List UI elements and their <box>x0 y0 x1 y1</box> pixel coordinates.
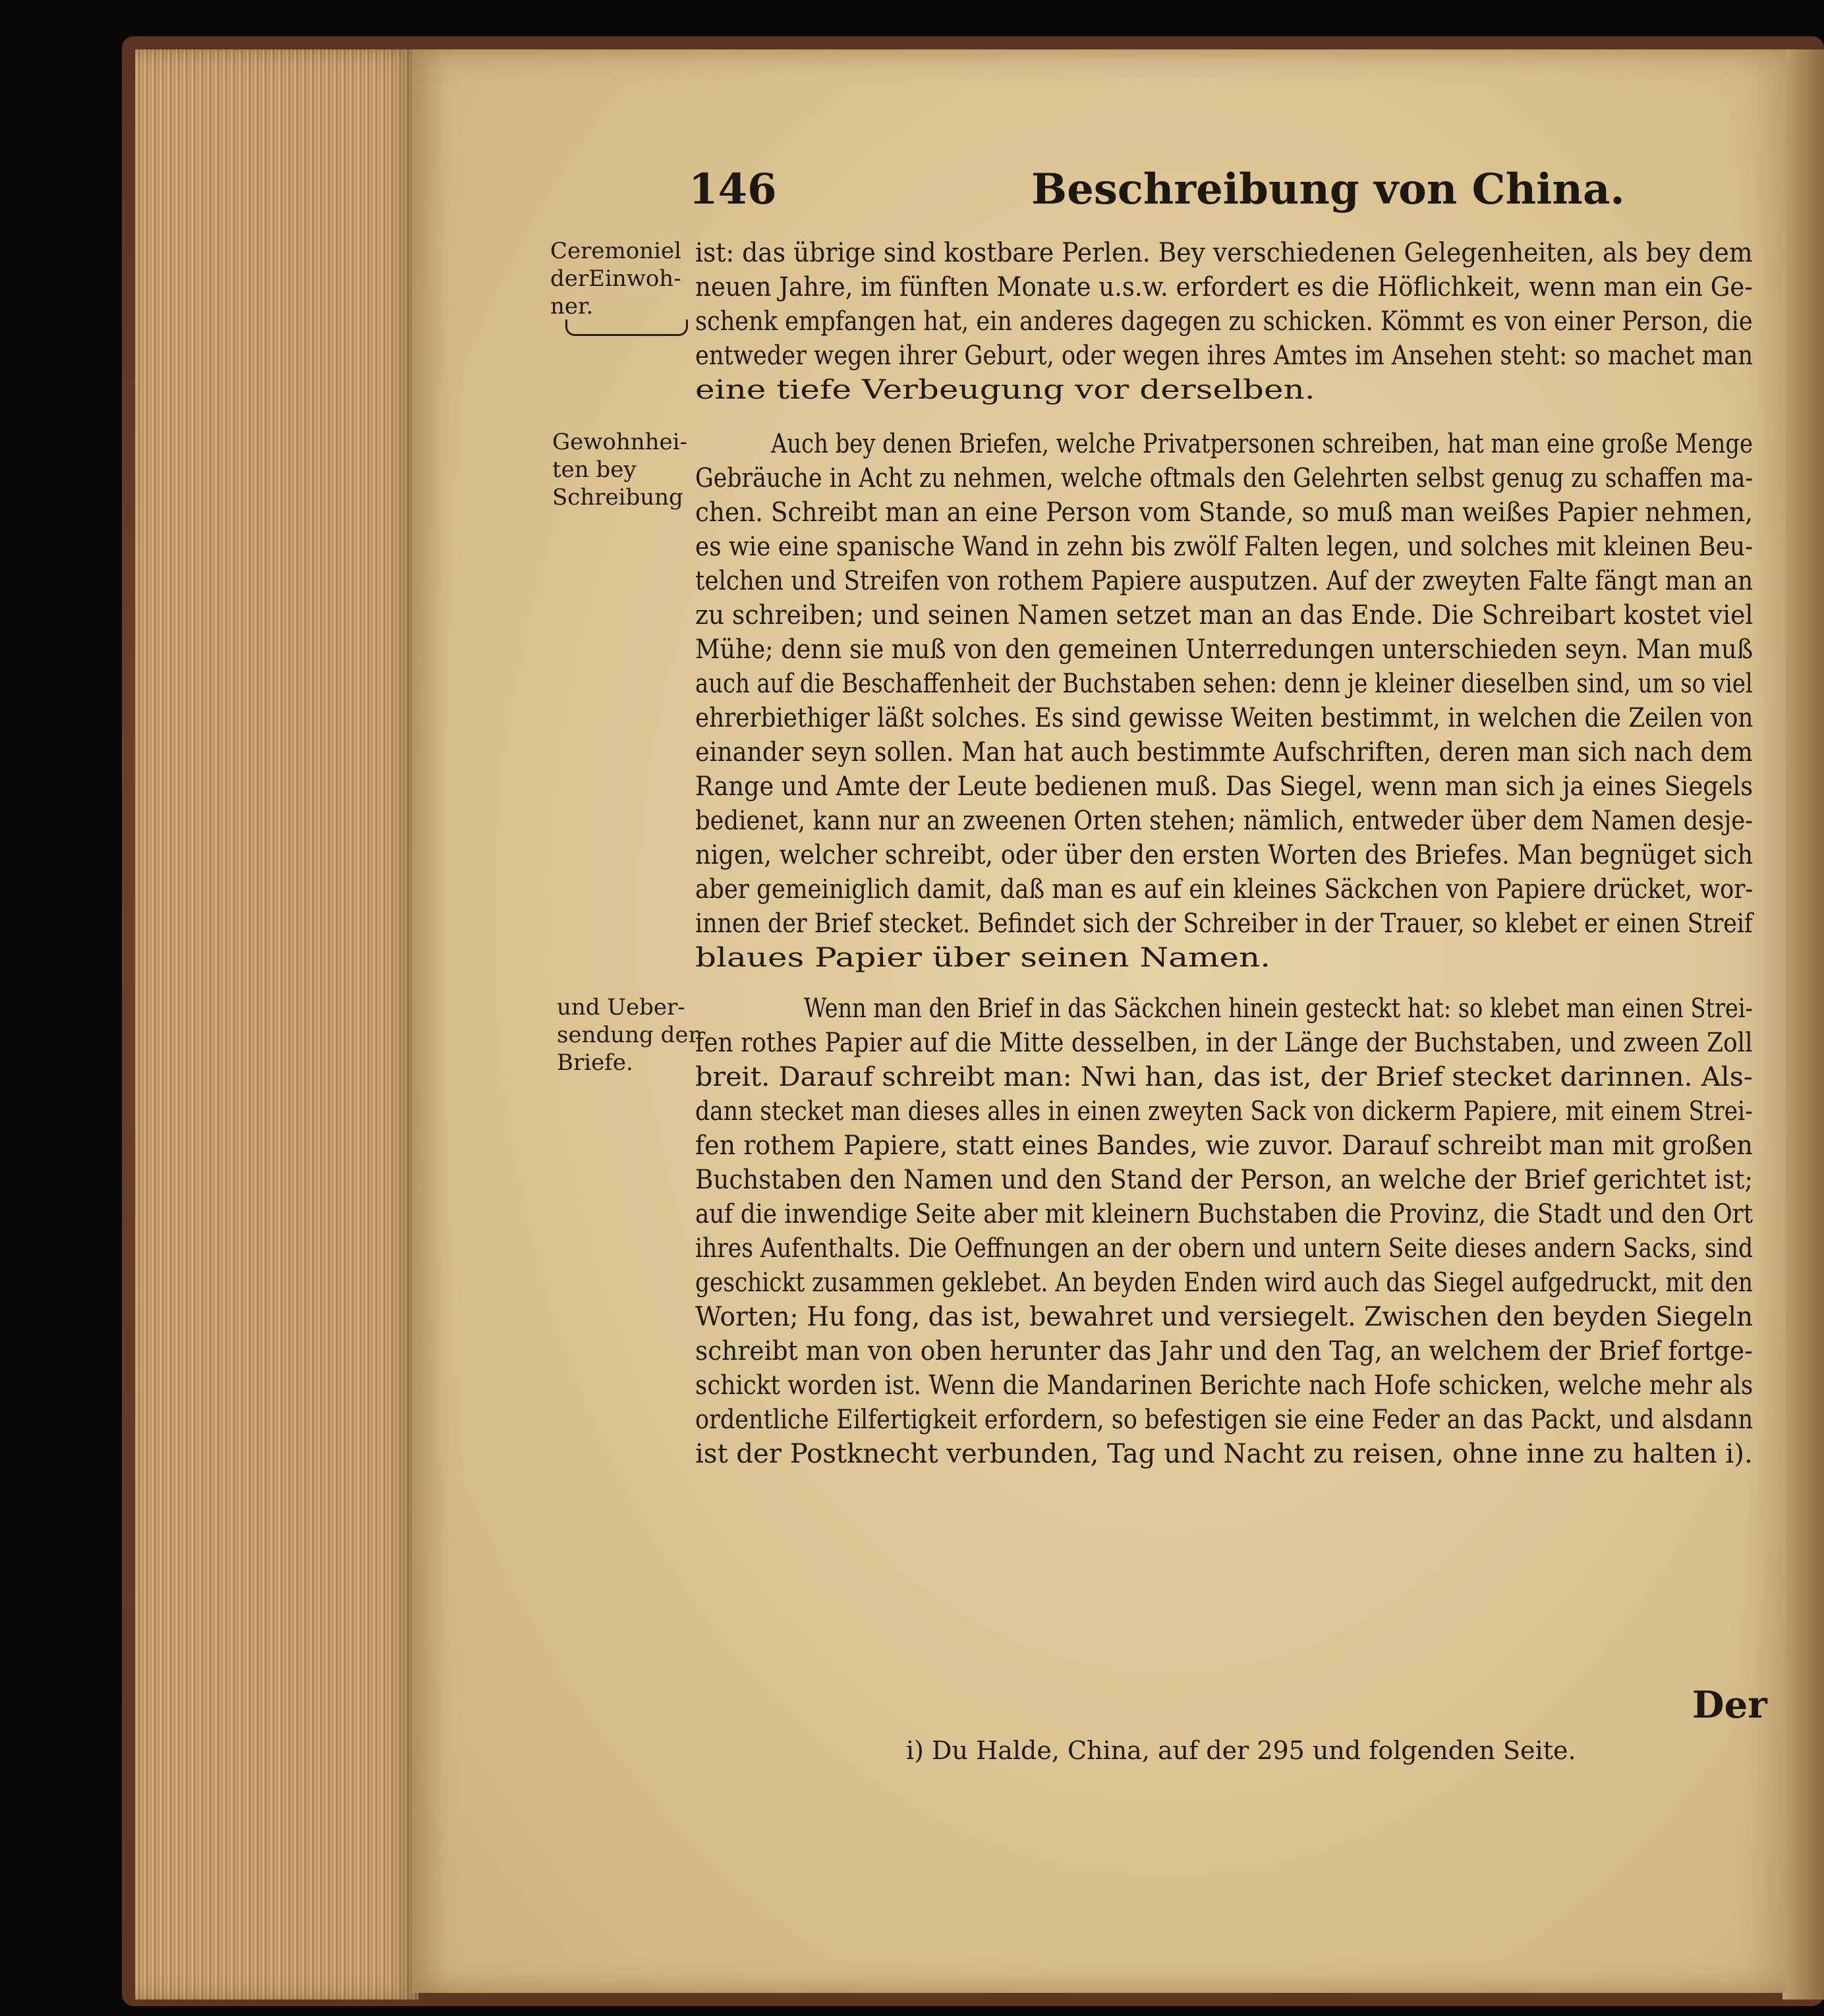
text-line: nigen, welcher schreibt, oder über den ersten Worten des Briefes. Man begnüget sich <box>695 840 1753 870</box>
text-line: bedienet, kann nur an zweenen Orten stehen; nämlich, entweder über dem Namen desje- <box>695 806 1753 836</box>
text-line: geschickt zusammen geklebet. An beyden Enden wird auch das Siegel aufgedruckt, mit den <box>695 1268 1753 1298</box>
margin-brace <box>565 320 688 336</box>
text-line: Auch bey denen Briefen, welche Privatpersonen schreiben, hat man eine große Menge <box>771 429 1753 459</box>
text-line: ehrerbiethiger läßt solches. Es sind gewisse Weiten bestimmt, in welchen die Zeilen von <box>695 703 1753 733</box>
margin-note-uebersendung: und Ueber- sendung der Briefe. <box>557 994 699 1076</box>
margin-note-ceremoniel: Ceremoniel derEinwoh- ner. <box>550 238 681 320</box>
running-title: Beschreibung von China. <box>1031 165 1625 214</box>
text-line: ist: das übrige sind kostbare Perlen. Bey verschiedenen Gelegenheiten, als bey dem <box>695 238 1753 268</box>
text-line: fen rothem Papiere, statt eines Bandes, wie zuvor. Darauf schreibt man mit großen <box>695 1131 1753 1161</box>
text-line: entweder wegen ihrer Geburt, oder wegen ihres Amtes im Ansehen steht: so machet man <box>695 341 1753 371</box>
text-line: innen der Brief stecket. Befindet sich der Schreiber in der Trauer, so klebet er einen Streif <box>695 909 1753 939</box>
margin-note-gewohnheiten: Gewohnhei- ten bey Schreibung <box>552 429 688 511</box>
text-line: aber gemeiniglich damit, daß man es auf ein kleines Säckchen von Papiere drücket, wor- <box>695 874 1753 905</box>
text-line: telchen und Streifen von rothem Papiere ausputzen. Auf der zweyten Falte fängt man an <box>695 566 1753 596</box>
text-line: neuen Jahre, im fünften Monate u.s.w. erfordert es die Höflichkeit, wenn man ein Ge- <box>695 272 1753 302</box>
text-line: ordentliche Eilfertigkeit erfordern, so befestigen sie eine Feder an das Packt, und alsdann <box>695 1405 1753 1435</box>
text-line: schreibt man von oben herunter das Jahr und den Tag, an welchem der Brief fortge- <box>695 1336 1753 1366</box>
right-page-edge <box>1782 49 1824 2000</box>
text-line: fen rothes Papier auf die Mitte desselben, in der Länge der Buchstaben, und zween Zoll <box>695 1028 1753 1058</box>
text-line: auf die inwendige Seite aber mit kleinern Buchstaben die Provinz, die Stadt und den Ort <box>695 1199 1753 1229</box>
text-line: chen. Schreibt man an eine Person vom Stande, so muß man weißes Papier nehmen, <box>695 497 1753 528</box>
text-line: Wenn man den Brief in das Säckchen hinein gesteckt hat: so klebet man einen Strei- <box>804 994 1753 1024</box>
text-line: ihres Aufenthalts. Die Oeffnungen an der obern und untern Seite dieses andern Sacks, sind <box>695 1233 1753 1264</box>
text-line: einander seyn sollen. Man hat auch bestimmte Aufschriften, deren man sich nach dem <box>695 737 1753 768</box>
text-line: breit. Darauf schreibt man: Nwi han, das ist, der Brief stecket darinnen. Als- <box>695 1062 1753 1092</box>
page-edges <box>135 49 418 2000</box>
text-line: schenk empfangen hat, ein anderes dagegen zu schicken. Kömmt es von einer Person, die <box>695 306 1753 337</box>
page-number: 146 <box>689 165 777 214</box>
text-line: schickt worden ist. Wenn die Mandarinen Berichte nach Hofe schicken, welche mehr als <box>695 1370 1753 1401</box>
text-line: ist der Postknecht verbunden, Tag und Nacht zu reisen, ohne inne zu halten i). <box>695 1439 1753 1469</box>
text-line: es wie eine spanische Wand in zehn bis zwölf Falten legen, und solches mit kleinen Beu- <box>695 532 1753 562</box>
text-line: Buchstaben den Namen und den Stand der Person, an welche der Brief gerichtet ist; <box>695 1165 1753 1195</box>
text-line: Range und Amte der Leute bedienen muß. Das Siegel, wenn man sich ja eines Siegels <box>695 771 1753 802</box>
text-line: Gebräuche in Acht zu nehmen, welche oftmals den Gelehrten selbst genug zu schaffen ma- <box>695 463 1753 493</box>
text-line: zu schreiben; und seinen Namen setzet man an das Ende. Die Schreibart kostet viel <box>695 600 1753 630</box>
text-line: blaues Papier über seinen Namen. <box>695 943 1271 973</box>
text-line: auch auf die Beschaffenheit der Buchstaben sehen: denn je kleiner dieselben sind, um so viel <box>695 669 1753 699</box>
text-line: Worten; Hu fong, das ist, bewahret und versiegelt. Zwischen den beyden Siegeln <box>695 1302 1753 1332</box>
catchword: Der <box>1692 1683 1767 1727</box>
text-line: Mühe; denn sie muß von den gemeinen Unterredungen unterschieden seyn. Man muß <box>695 634 1753 665</box>
text-line: dann stecket man dieses alles in einen zweyten Sack von dickerm Papiere, mit einem Strei- <box>695 1096 1753 1127</box>
footnote: i) Du Halde, China, auf der 295 und folgenden Seite. <box>906 1736 1576 1765</box>
text-line: eine tiefe Verbeugung vor derselben. <box>695 375 1315 405</box>
